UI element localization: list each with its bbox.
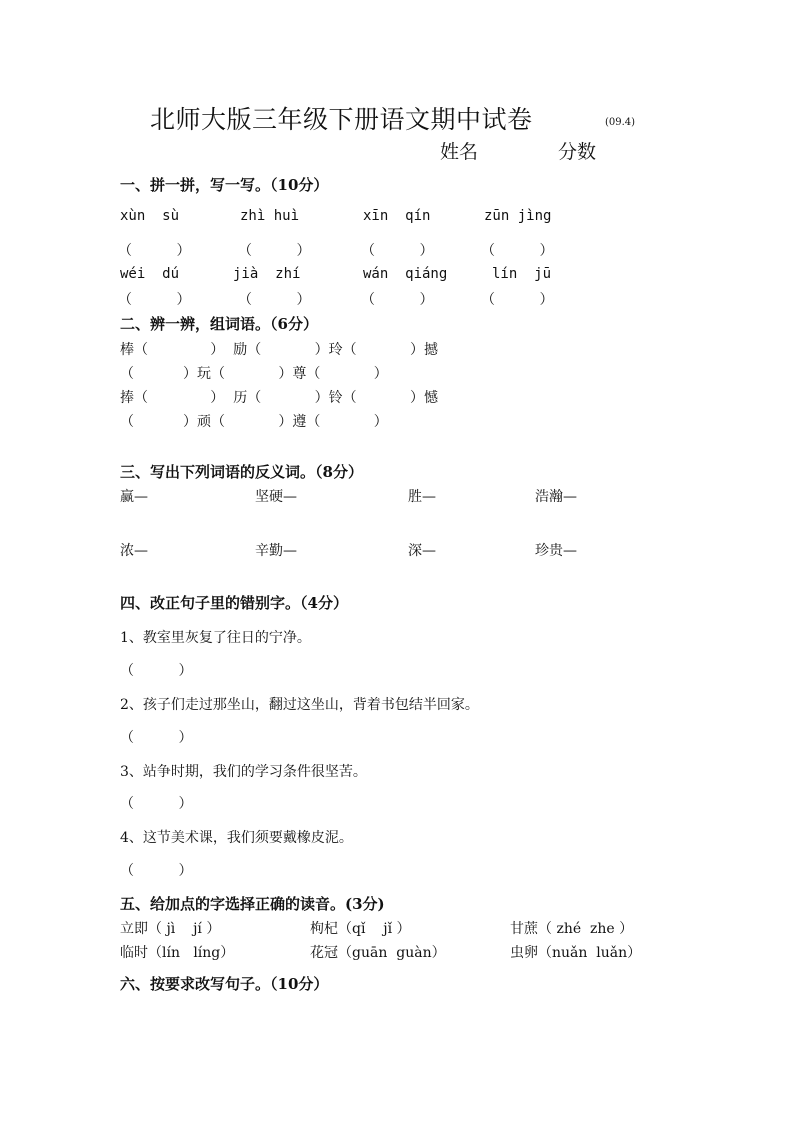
- antonym-item: 浩瀚—: [535, 489, 577, 505]
- reading-choice: 甘蔗（ zhé zhe ）: [510, 921, 634, 937]
- word-group-line: 棒（ ） 励（ ）玲（ ）撼: [120, 342, 439, 358]
- reading-choice: 立即（ jì jí ）: [120, 921, 221, 937]
- score-label: 分数: [558, 141, 597, 163]
- page-title: 北师大版三年级下册语文期中试卷: [150, 105, 533, 134]
- answer-blank[interactable]: （ ）: [120, 663, 193, 679]
- answer-blank[interactable]: （ ）: [118, 292, 191, 308]
- section3-heading: 三、写出下列词语的反义词。（8分）: [120, 463, 363, 481]
- pinyin-3: xīn qín: [363, 208, 431, 224]
- word-group-line: 捧（ ） 历（ ）铃（ ）憾: [120, 390, 439, 406]
- answer-blank[interactable]: （ ）: [481, 243, 554, 259]
- antonym-item: 赢—: [120, 489, 148, 505]
- pinyin-2: zhì huì: [240, 208, 300, 224]
- answer-blank[interactable]: （ ）: [120, 796, 193, 812]
- reading-choice: 花冠（guān guàn）: [310, 945, 446, 961]
- answer-blank[interactable]: （ ）: [118, 243, 191, 259]
- pinyin-1: xùn sù: [120, 208, 180, 224]
- reading-choice: 枸杞（qǐ jǐ ）: [310, 921, 411, 937]
- word-group-line: （ ）顽（ ）遵（ ）: [120, 414, 388, 430]
- sentence-item: 1、教室里灰复了往日的宁净。: [120, 630, 311, 646]
- antonym-item: 珍贵—: [535, 543, 577, 559]
- pinyin-4: zūn jìng: [484, 208, 552, 224]
- answer-blank[interactable]: （ ）: [120, 730, 193, 746]
- antonym-item: 辛勤—: [255, 543, 297, 559]
- pinyin-6: jià zhí: [233, 266, 301, 282]
- name-label: 姓名: [440, 141, 479, 163]
- answer-blank[interactable]: （ ）: [481, 292, 554, 308]
- reading-choice: 临时（lín líng）: [120, 945, 235, 961]
- answer-blank[interactable]: （ ）: [238, 243, 311, 259]
- answer-blank[interactable]: （ ）: [361, 292, 434, 308]
- sentence-item: 2、孩子们走过那坐山，翻过这坐山，背着书包结半回家。: [120, 697, 479, 713]
- antonym-item: 浓—: [120, 543, 148, 559]
- pinyin-7: wán qiáng: [363, 266, 448, 282]
- section4-heading: 四、改正句子里的错别字。（4分）: [120, 594, 348, 612]
- antonym-item: 坚硬—: [255, 489, 297, 505]
- pinyin-8: lín jū: [492, 266, 552, 282]
- sentence-item: 3、站争时期，我们的学习条件很坚苦。: [120, 764, 367, 780]
- sentence-item: 4、这节美术课，我们须要戴橡皮泥。: [120, 830, 353, 846]
- reading-choice: 虫卵（nuǎn luǎn）: [510, 945, 642, 961]
- word-group-line: （ ）玩（ ）尊（ ）: [120, 366, 388, 382]
- section5-heading: 五、给加点的字选择正确的读音。(3分): [120, 895, 385, 913]
- section6-heading: 六、按要求改写句子。（10分）: [120, 975, 329, 993]
- antonym-item: 胜—: [408, 489, 436, 505]
- answer-blank[interactable]: （ ）: [361, 243, 434, 259]
- section1-heading: 一、拼一拼，写一写。（10分）: [120, 176, 329, 194]
- pinyin-5: wéi dú: [120, 266, 180, 282]
- section2-heading: 二、辨一辨，组词语。（6分）: [120, 315, 318, 333]
- answer-blank[interactable]: （ ）: [238, 292, 311, 308]
- answer-blank[interactable]: （ ）: [120, 863, 193, 879]
- exam-date: (09.4): [605, 117, 636, 128]
- antonym-item: 深—: [408, 543, 436, 559]
